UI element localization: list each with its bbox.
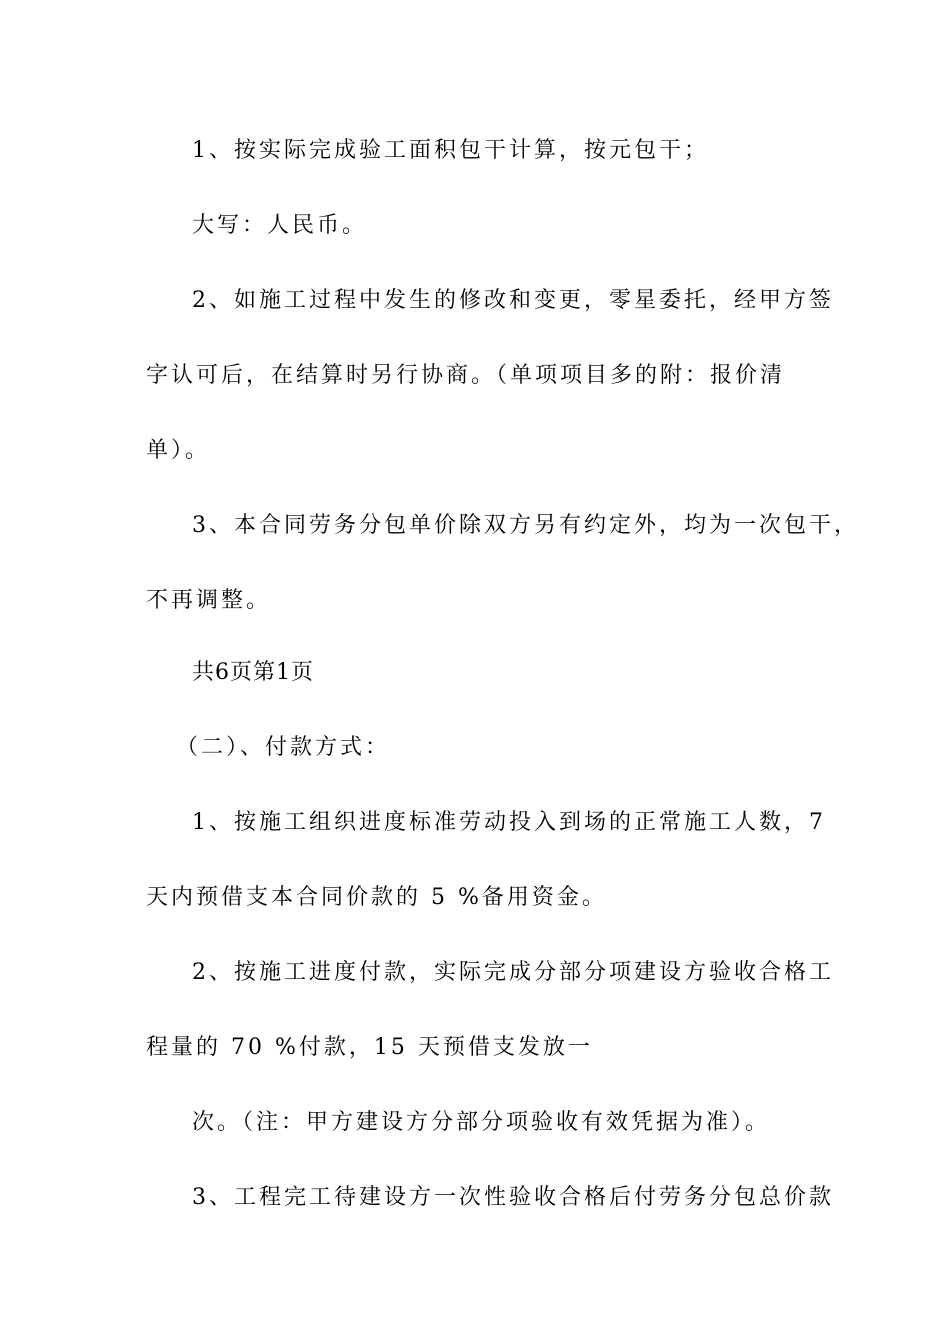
page-counter: 共6页第1页 xyxy=(192,660,314,685)
paragraph-line: 字认可后，在结算时另行协商。（单项项目多的附：报价清 xyxy=(146,363,786,388)
section-heading: （二）、付款方式： xyxy=(176,735,391,760)
paragraph-line: 程量的 70 %付款，15 天预借支发放一 xyxy=(146,1035,593,1060)
paragraph-line: 1、按实际完成验工面积包干计算，按元包干； xyxy=(192,138,709,163)
paragraph-line: 3、本合同劳务分包单价除双方另有约定外，均为一次包干， xyxy=(192,513,859,538)
paragraph-line: 大写：人民币。 xyxy=(192,213,368,238)
paragraph-line: 不再调整。 xyxy=(146,588,272,613)
paragraph-line: 3、工程完工待建设方一次性验收合格后付劳务分包总价款 xyxy=(192,1185,834,1210)
paragraph-line: 2、如施工过程中发生的修改和变更，零星委托，经甲方签 xyxy=(192,288,834,313)
paragraph-line: 次。（注：甲方建设方分部分项验收有效凭据为准）。 xyxy=(192,1110,771,1135)
paragraph-line: 1、按施工组织进度标准劳动投入到场的正常施工人数，7 xyxy=(192,810,826,835)
paragraph-line: 单）。 xyxy=(146,438,211,463)
paragraph-line: 2、按施工进度付款，实际完成分部分项建设方验收合格工 xyxy=(192,960,834,985)
paragraph-line: 天内预借支本合同价款的 5 %备用资金。 xyxy=(146,885,607,910)
